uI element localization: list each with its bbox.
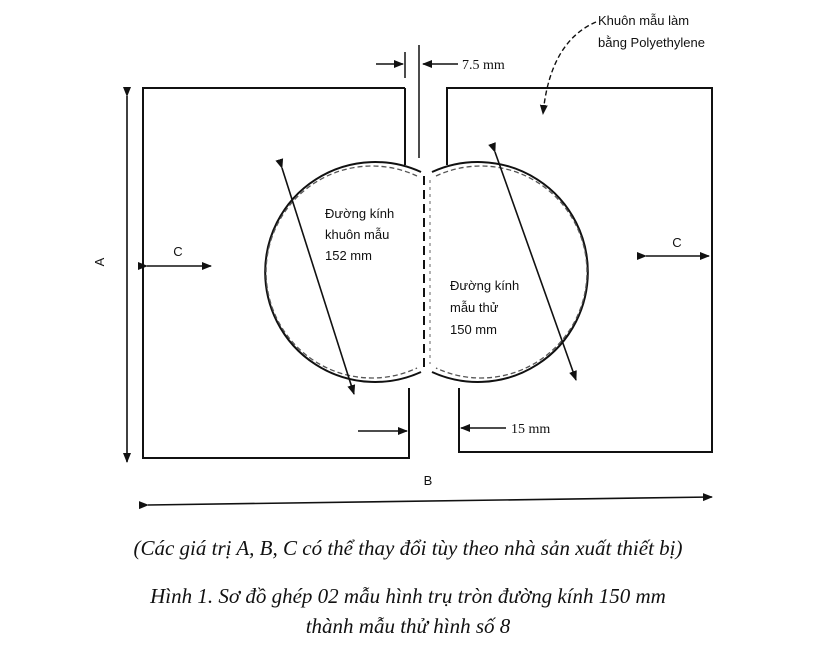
specimen-diameter-label-line1: Đường kính	[450, 278, 520, 293]
dimension-c-right-label: C	[672, 235, 682, 250]
caption-note: (Các giá trị A, B, C có thể thay đổi tùy theo nhà sản xuất thiết bị)	[133, 536, 683, 560]
dimension-b-arrow	[148, 497, 712, 505]
specimen-diameter-label-line3: 150 mm	[450, 322, 497, 337]
gap-bottom-label: 15 mm	[511, 422, 551, 437]
material-label-line1: Khuôn mẫu làm	[598, 13, 690, 28]
dimension-a-label: A	[92, 257, 107, 267]
specimen-diameter-arrow	[495, 152, 576, 380]
dimension-b-label: B	[423, 473, 433, 488]
specimen-diameter-label-line2: mẫu thử	[450, 300, 499, 315]
material-leader-line	[543, 22, 596, 114]
mold-diameter-label-line3: 152 mm	[325, 248, 372, 263]
mold-diameter-label-line1: Đường kính	[325, 206, 395, 221]
gap-top-label: 7.5 mm	[462, 58, 505, 73]
right-mold-outline	[447, 88, 712, 452]
figure-caption-line2: thành mẫu thử hình số 8	[305, 614, 511, 638]
left-mold-outline	[143, 88, 409, 458]
left-specimen-circle	[265, 162, 421, 382]
mold-diameter-label-line2: khuôn mẫu	[325, 227, 390, 242]
left-mold-circle	[266, 166, 417, 378]
dimension-c-left-label: C	[173, 244, 183, 259]
figure-caption-line1: Hình 1. Sơ đồ ghép 02 mẫu hình trụ tròn đường kính 150 mm	[150, 584, 666, 608]
material-label-line2: bằng Polyethylene	[598, 35, 705, 50]
mold-diameter-arrow	[282, 168, 354, 394]
